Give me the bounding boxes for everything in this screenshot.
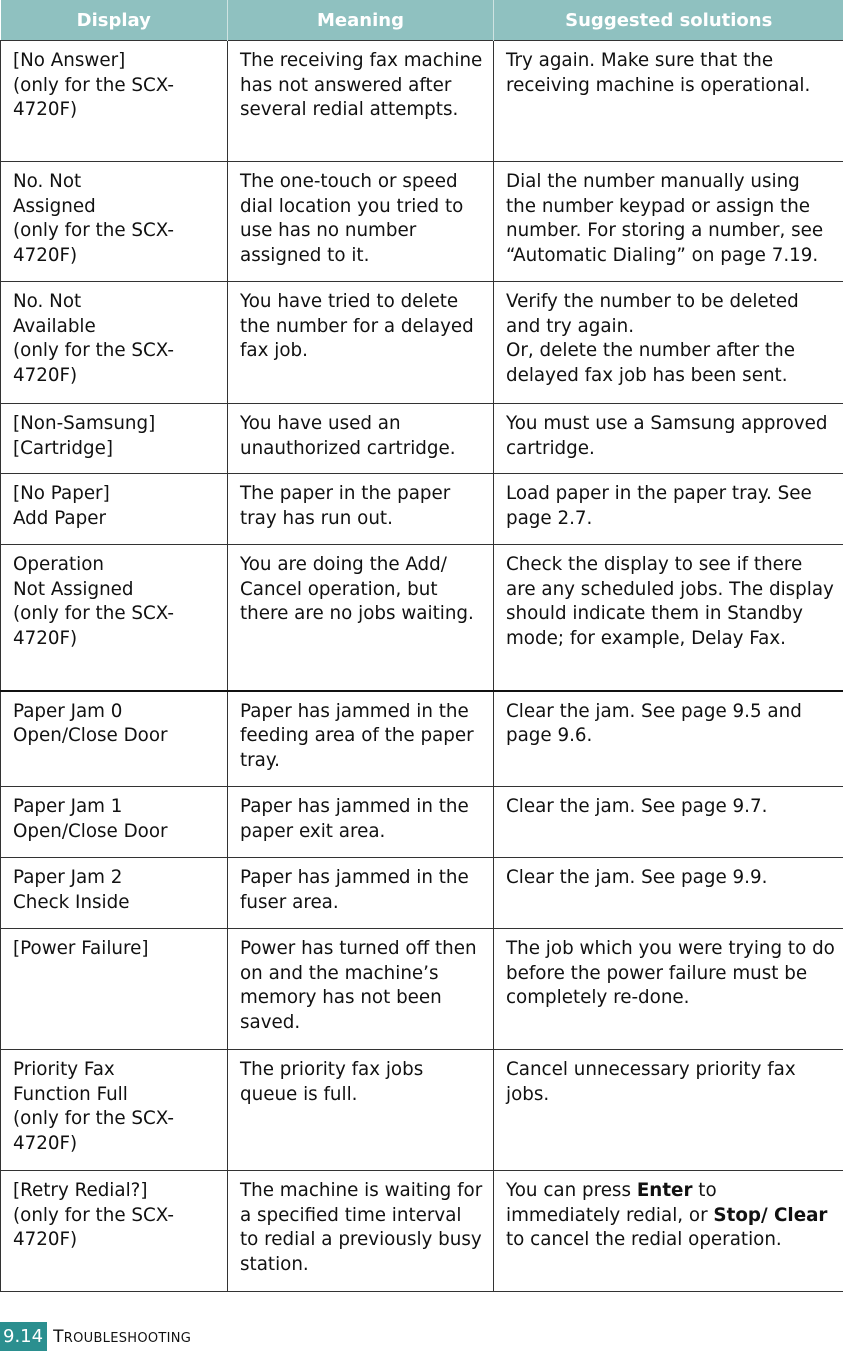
- display-message: Paper Jam 1 Open/Close Door: [1, 787, 228, 858]
- table-row: [1, 545, 843, 691]
- page-number: 9.14: [0, 1322, 47, 1351]
- stop-clear-key-label: Stop/ Clear: [713, 1204, 828, 1226]
- display-message: Paper Jam 0 Open/Close Door: [1, 691, 228, 787]
- display-message: [No Answer] (only for the SCX-4720F): [1, 41, 228, 162]
- solution-text: [494, 1171, 843, 1292]
- solution-text: Clear the jam. See page 9.5 and page 9.6.: [494, 691, 843, 787]
- table-row: [1, 162, 843, 282]
- display-message: [Power Failure]: [1, 929, 228, 1050]
- meaning-text: You have used an unauthorized cartridge.: [228, 404, 494, 474]
- table-row: [1, 282, 843, 404]
- meaning-text: The paper in the paper tray has run out.: [228, 474, 494, 545]
- meaning-text: The priority fax jobs queue is full.: [228, 1050, 494, 1171]
- solution-text: Try again. Make sure that the receiving machine is operational.: [494, 41, 843, 162]
- solution-text-part: You can press: [506, 1180, 637, 1201]
- meaning-text: The machine is waiting for a specified time interval to redial a previously busy station.: [228, 1171, 494, 1292]
- meaning-text: The one-touch or speed dial location you tried to use has no number assigned to it.: [228, 162, 494, 282]
- solution-text-part: to immediately redial, or: [506, 1180, 717, 1226]
- display-message: [Non-Samsung] [Cartridge]: [1, 404, 228, 474]
- table-row: [1, 41, 843, 162]
- enter-key-label: Enter: [636, 1180, 693, 1201]
- table-row: [1, 691, 843, 787]
- header-meaning: Meaning: [228, 0, 494, 41]
- display-message: Paper Jam 2 Check Inside: [1, 858, 228, 929]
- meaning-text: Paper has jammed in the fuser area.: [228, 858, 494, 929]
- table-row: [1, 404, 843, 474]
- solution-text: Check the display to see if there are any scheduled jobs. The display should indicate them in Standby mode; for example, Delay Fax.: [494, 545, 843, 691]
- meaning-text: Paper has jammed in the paper exit area.: [228, 787, 494, 858]
- display-message: No. Not Available (only for the SCX-4720F): [1, 282, 228, 404]
- header-display: Display: [1, 0, 228, 41]
- table-header-row: [1, 0, 843, 41]
- solution-text: Dial the number manually using the number keypad or assign the number. For storing a number, see “Automatic Dialing” on page 7.19.: [494, 162, 843, 282]
- table-row: [1, 474, 843, 545]
- table-row: [1, 1171, 843, 1292]
- meaning-text: You are doing the Add/ Cancel operation, but there are no jobs waiting.: [228, 545, 494, 691]
- meaning-text: Paper has jammed in the feeding area of the paper tray.: [228, 691, 494, 787]
- display-message: [Retry Redial?] (only for the SCX-4720F): [1, 1171, 228, 1292]
- page-footer: [0, 1322, 191, 1351]
- solution-text-part: to cancel the redial operation.: [506, 1229, 782, 1250]
- solution-text: You must use a Samsung approved cartridge.: [494, 404, 843, 474]
- table-row: [1, 858, 843, 929]
- solution-text: Clear the jam. See page 9.7.: [494, 787, 843, 858]
- solution-text: Load paper in the paper tray. See page 2.7.: [494, 474, 843, 545]
- section-title-initial: T: [53, 1326, 64, 1347]
- meaning-text: You have tried to delete the number for a delayed fax job.: [228, 282, 494, 404]
- display-message: Operation Not Assigned (only for the SCX-4720F): [1, 545, 228, 691]
- solution-text: Verify the number to be deleted and try again. Or, delete the number after the delayed fax job has been sent.: [494, 282, 843, 404]
- meaning-text: The receiving fax machine has not answered after several redial attempts.: [228, 41, 494, 162]
- table-row: [1, 1050, 843, 1171]
- display-message: [No Paper] Add Paper: [1, 474, 228, 545]
- solution-text: The job which you were trying to do before the power failure must be completely re-done.: [494, 929, 843, 1050]
- table-row: [1, 929, 843, 1050]
- section-title-rest: ROUBLESHOOTING: [63, 1330, 192, 1346]
- solution-text: Clear the jam. See page 9.9.: [494, 858, 843, 929]
- display-message: No. Not Assigned (only for the SCX-4720F): [1, 162, 228, 282]
- solution-text: Cancel unnecessary priority fax jobs.: [494, 1050, 843, 1171]
- display-message: Priority Fax Function Full (only for the SCX-4720F): [1, 1050, 228, 1171]
- meaning-text: Power has turned off then on and the machine’s memory has not been saved.: [228, 929, 494, 1050]
- header-suggested-solutions: Suggested solutions: [494, 0, 843, 41]
- table-row: [1, 787, 843, 858]
- section-title: [53, 1327, 191, 1347]
